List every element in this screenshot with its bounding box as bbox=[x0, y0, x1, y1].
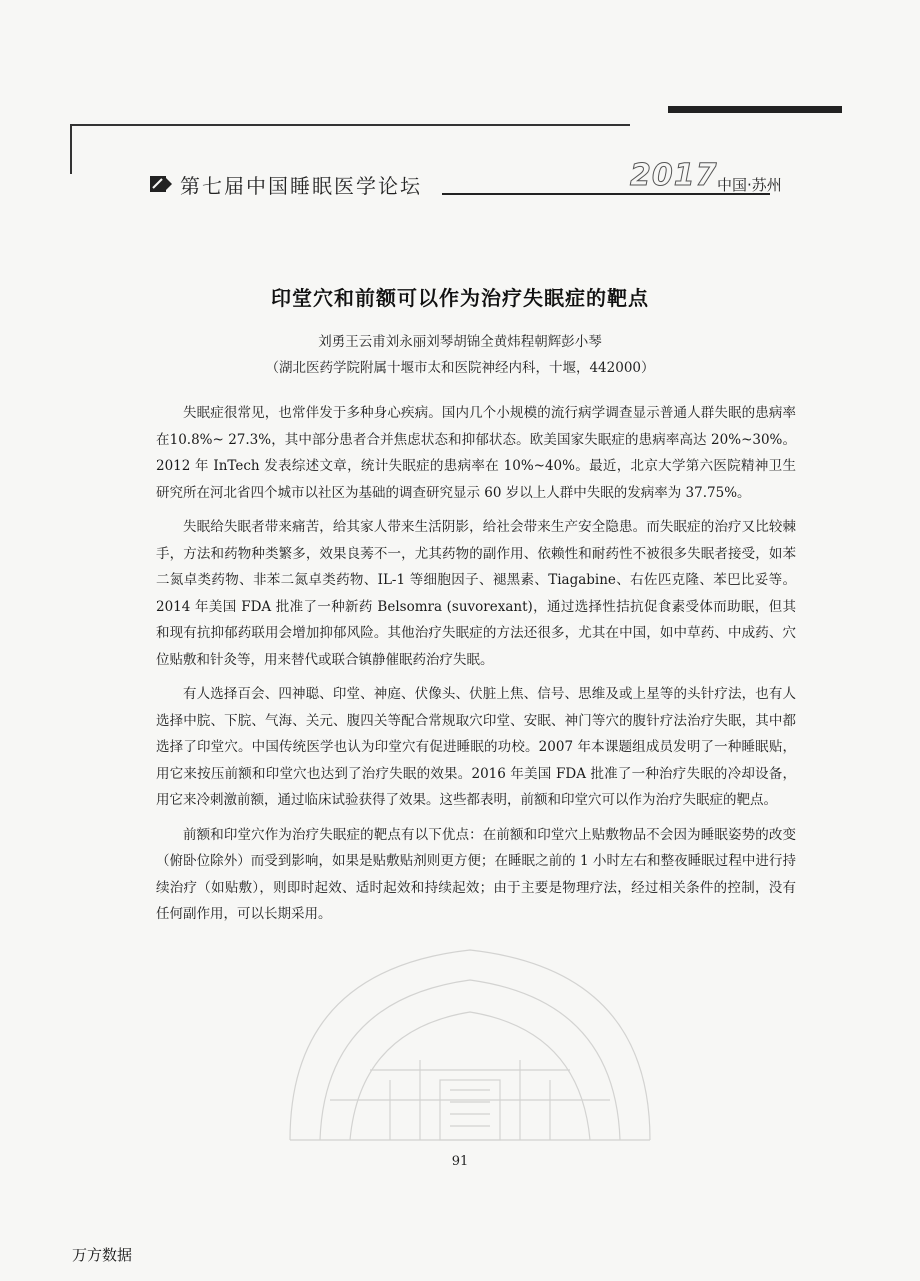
conference-header bbox=[150, 158, 810, 198]
scan-frame-line-left bbox=[70, 124, 72, 174]
conference-location: 中国·苏州 bbox=[717, 176, 782, 194]
scan-frame-line-top bbox=[70, 124, 630, 126]
page-number: 91 bbox=[451, 1154, 469, 1169]
paper-affiliation: （湖北医药学院附属十堰市太和医院神经内科，十堰，442000） bbox=[265, 360, 655, 376]
body-paragraph: 失眠给失眠者带来痛苦，给其家人带来生活阴影，给社会带来生产安全隐患。而失眠症的治疗又比较棘手，方法和药物种类繁多，效果良莠不一，尤其药物的副作用、依赖性和耐药性不被很多失眠者接受，如苯二氮卓类药物、非苯二氮卓类药物、IL-1 等细胞因子、褪黑素、Tiagabine、右佐匹克隆、苯巴比妥等。2014 年美国 FDA 批准了一种新药 Belsomra (suvorexant)，通过选择性拮抗促食素受体而助眠，但其和现有抗抑郁药联用会增加抑郁风险。其他治疗失眠症的方法还很多，尤其在中国，如中草药、中成药、穴位贴敷和针灸等，用来替代或联合镇静催眠药治疗失眠。 bbox=[156, 519, 796, 668]
conference-year: 2017 bbox=[630, 158, 718, 193]
body-paragraph: 前额和印堂穴作为治疗失眠症的靶点有以下优点：在前额和印堂穴上贴敷物品不会因为睡眠姿势的改变（俯卧位除外）而受到影响，如果是贴敷贴剂则更方便；在睡眠之前的 1 小时左右和整夜睡眠过程中进行持续治疗（如贴敷），则即时起效、适时起效和持续起效；由于主要是物理疗法，经过相关条件的控制，没有任何副作用，可以长期采用。 bbox=[156, 826, 796, 922]
body-paragraph: 失眠症很常见，也常伴发于多种身心疾病。国内几个小规模的流行病学调查显示普通人群失眠的患病率在10.8%~ 27.3%，其中部分患者合并焦虑状态和抑郁状态。欧美国家失眠症的患病率高达 20%~30%。2012 年 InTech 发表综述文章，统计失眠症的患病率在 10%~40%。最近，北京大学第六医院精神卫生研究所在河北省四个城市以社区为基础的调查研究显示 60 岁以上人群中失眠的发病率为 37.75%。 bbox=[156, 405, 796, 501]
footer-brand: 万方数据 bbox=[72, 1246, 133, 1264]
square-bullet-icon bbox=[150, 174, 172, 194]
paper-body bbox=[156, 400, 796, 936]
body-paragraph: 有人选择百会、四神聪、印堂、神庭、伏像头、伏脏上焦、信号、思维及或上星等的头针疗法，也有人选择中脘、下脘、气海、关元、腹四关等配合常规取穴印堂、安眠、神门等穴的腹针疗法治疗失眠，其中都选择了印堂穴。中国传统医学也认为印堂穴有促进睡眠的功校。2007 年本课题组成员发明了一种睡眠贴，用它来按压前额和印堂穴也达到了治疗失眠的效果。2016 年美国 FDA 批准了一种治疗失眠的冷却设备，用它来冷刺激前额，通过临床试验获得了效果。这些都表明，前额和印堂穴可以作为治疗失眠症的靶点。 bbox=[156, 686, 796, 808]
paper-title: 印堂穴和前额可以作为治疗失眠症的靶点 bbox=[271, 286, 649, 310]
conference-title: 第七届中国睡眠医学论坛 bbox=[180, 174, 422, 198]
scan-frame-bar-right bbox=[668, 106, 842, 113]
stadium-seal-watermark bbox=[270, 930, 670, 1150]
paper-authors: 刘勇王云甫刘永丽刘琴胡锦全黄炜程朝辉彭小琴 bbox=[318, 334, 602, 350]
